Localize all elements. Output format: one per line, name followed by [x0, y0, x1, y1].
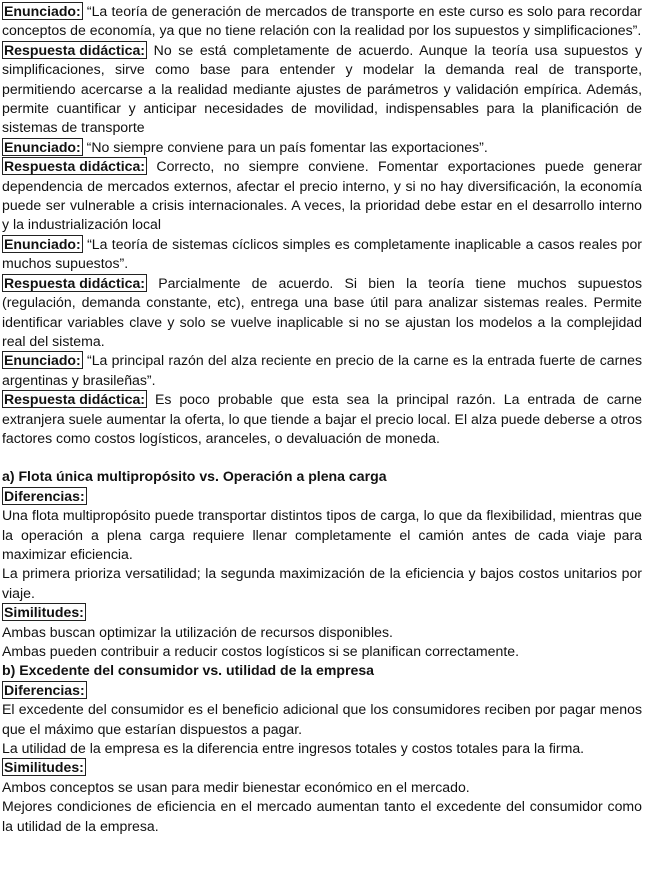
statement-label: Enunciado:	[4, 138, 81, 155]
section-b-diferencias-2: La utilidad de la empresa es la diferencia entre ingresos totales y costos totales para la firma.	[2, 740, 585, 757]
section-b-similitudes-1: Ambos conceptos se usan para medir bienestar económico en el mercado.	[2, 778, 470, 795]
section-a-similitudes-2: Ambas pueden contribuir a reducir costos logísticos si se planifican correctamente.	[2, 643, 520, 659]
section-a-diferencias-2: La primera prioriza versatilidad; la segunda maximización de la eficiencia y bajos costos unitarios por viaje.	[2, 565, 642, 601]
section-a-diferencias-heading	[2, 487, 642, 506]
diferencias-label: Diferencias:	[4, 487, 85, 504]
statement-paragraph	[2, 138, 642, 157]
section-b-diferencias-heading	[2, 681, 642, 700]
answer-text: Es poco probable que esta sea la principal razón. La entrada de carne extranjera suele aumentar la oferta, lo que tiende a bajar el precio local. El alza puede deberse a otros factores como costos logísticos, aranceles, o devaluación de moneda.	[2, 391, 642, 446]
diferencias-label: Diferencias:	[4, 681, 85, 698]
similitudes-label: Similitudes:	[4, 759, 84, 776]
answer-paragraph	[2, 41, 642, 138]
section-b-diferencias-1: El excedente del consumidor es el beneficio adicional que los consumidores reciben por pagar menos que el máximo que estarían dispuestos a pagar.	[2, 701, 642, 737]
answer-text: No se está completamente de acuerdo. Aunque la teoría usa supuestos y simplificaciones, sirve como base para entender y modelar la demanda real de transporte, permitiendo acercarse a la realidad mediante ajustes de parámetros y validación empírica. Además, permite cuantificar y anticipar necesidades de movilidad, indispensables para la planificación de sistemas de transporte	[2, 41, 642, 136]
answer-text: Correcto, no siempre conviene. Fomentar exportaciones puede generar dependencia de mercados externos, afectar el precio interno, y si no hay diversificación, la economía puede ser vulnerable a crisis internacionales. A veces, la prioridad debe estar en el desarrollo interno y la industrialización local	[2, 158, 642, 233]
statement-label: Enunciado:	[4, 3, 81, 19]
statement-text: “La teoría de sistemas cíclicos simples es completamente inaplicable a casos reales por muchos supuestos”.	[2, 235, 642, 272]
answer-paragraph	[2, 390, 642, 448]
statement-text: “No siempre conviene para un país fomentar las exportaciones”.	[82, 138, 488, 155]
section-a-similitudes-heading	[2, 603, 642, 622]
answer-label: Respuesta didáctica:	[4, 274, 145, 291]
section-a-similitudes-1: Ambas buscan optimizar la utilización de recursos disponibles.	[2, 623, 393, 640]
similitudes-label: Similitudes:	[4, 604, 84, 621]
section-a-diferencias-1: Una flota multipropósito puede transportar distintos tipos de carga, lo que da flexibilidad, mientras que la operación a plena carga requiere llenar completamente el camión antes de cada viaje para maximizar eficiencia.	[2, 507, 642, 562]
answer-paragraph	[2, 274, 642, 352]
answer-text: Parcialmente de acuerdo. Si bien la teoría tiene muchos supuestos (regulación, demanda constante, etc), entrega una base útil para analizar sistemas reales. Permite identificar variables clave y solo se vuelve inaplicable si no se ajustan los modelos a la complejidad real del sistema.	[2, 274, 642, 349]
statement-label: Enunciado:	[4, 352, 81, 369]
statement-text: “La principal razón del alza reciente en precio de la carne es la entrada fuerte de carnes argentinas y brasileñas”.	[2, 352, 642, 388]
answer-label: Respuesta didáctica:	[4, 391, 145, 408]
statement-paragraph	[2, 235, 642, 274]
statement-label: Enunciado:	[4, 235, 81, 252]
answer-label: Respuesta didáctica:	[4, 158, 145, 175]
section-a-title: a) Flota única multipropósito vs. Operación a plena carga	[2, 468, 387, 485]
statement-paragraph	[2, 2, 642, 41]
section-b-title: b) Excedente del consumidor vs. utilidad de la empresa	[2, 662, 375, 679]
statement-paragraph	[2, 351, 642, 390]
section-b-similitudes-heading	[2, 758, 642, 777]
section-b-similitudes-2: Mejores condiciones de eficiencia en el mercado aumentan tanto el excedente del consumidor como la utilidad de la empresa.	[2, 798, 642, 834]
answer-label: Respuesta didáctica:	[4, 41, 145, 58]
answer-paragraph	[2, 157, 642, 235]
statement-text: “La teoría de generación de mercados de transporte en este curso es solo para recordar conceptos de economía, ya que no tiene relación con la realidad por los supuestos y simplificaciones”.	[2, 3, 642, 39]
